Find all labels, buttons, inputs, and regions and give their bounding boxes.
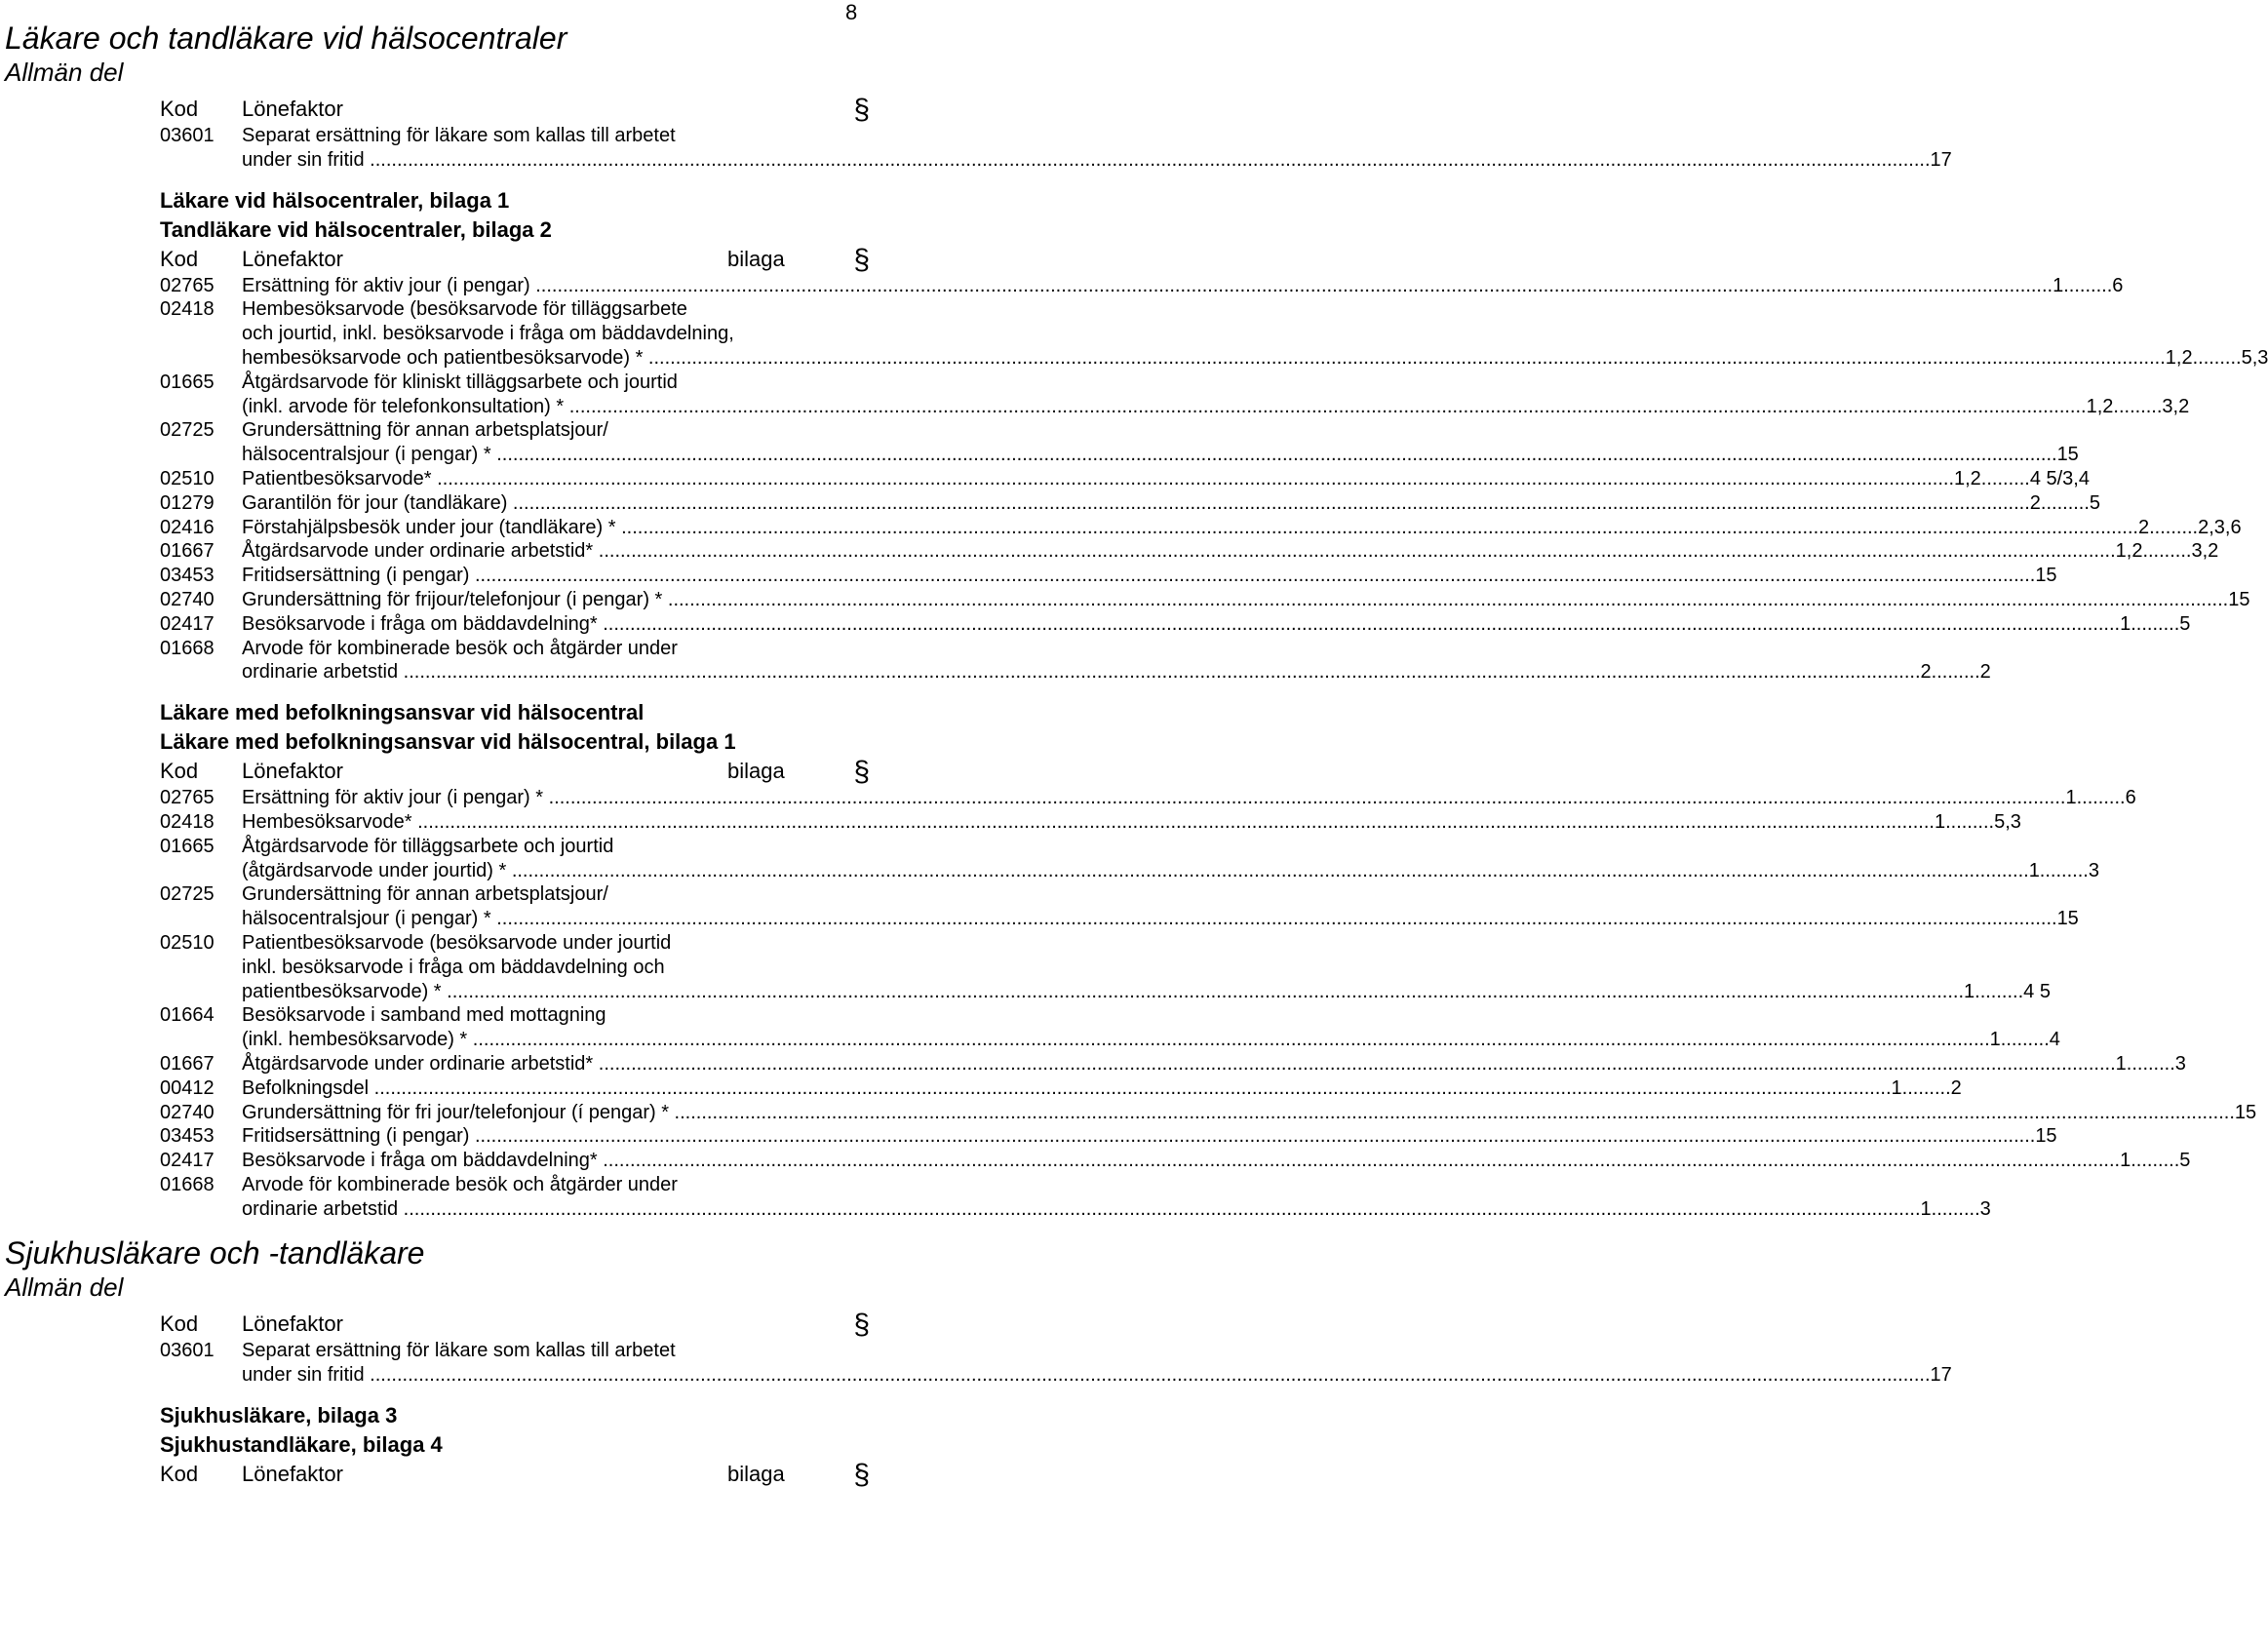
dot-leader-text: (åtgärdsarvode under jourtid) * ..... [242, 859, 2029, 883]
factor-code: 03601 [160, 1340, 215, 1362]
bilaga-ref: 1. [2120, 612, 2136, 635]
dot-leader: ........ [1887, 148, 1931, 171]
paragraph-ref: 5 [2179, 612, 2191, 635]
factor-code: 02416 [160, 516, 215, 538]
bilaga-ref: 1. [2053, 274, 2069, 296]
factor-code: 02740 [160, 588, 215, 610]
group-heading: Sjukhustandläkare, bilaga 4 [160, 1432, 443, 1458]
factor-entry [160, 931, 2051, 1003]
paragraph-ref: 15 [2056, 444, 2079, 466]
description-last-line [242, 1363, 1952, 1388]
column-header [160, 756, 872, 789]
paragraph-ref: 3,2 [2191, 540, 2219, 563]
description-last-line [242, 274, 2123, 298]
factor-description [242, 1149, 2190, 1173]
dot-leader: ........ [1936, 661, 1980, 684]
dot-leader-text: under sin fritid ..... [242, 1363, 1887, 1388]
factor-entry [160, 810, 2021, 835]
paragraph-ref: 15 [2234, 1101, 2257, 1123]
description-line: Patientbesöksarvode (besöksarvode under jourtid [242, 931, 672, 954]
factor-code: 02765 [160, 787, 215, 809]
section-symbol: § [853, 756, 870, 789]
paragraph-ref: 3 [2088, 859, 2099, 881]
description-last-line [242, 1197, 1991, 1222]
column-header [160, 1309, 872, 1342]
factor-code: 02765 [160, 274, 215, 296]
paragraph-ref: 5,3 [2241, 346, 2268, 369]
paragraph-ref: 5,3 [1994, 810, 2021, 833]
dot-leader: ........ [1936, 1197, 1980, 1220]
factor-description [242, 491, 2100, 516]
factor-description [242, 1173, 1991, 1222]
section-title: Läkare och tandläkare vid hälsocentraler [5, 20, 567, 56]
dot-leader-text: Ersättning för aktiv jour (i pengar) * ..... [242, 786, 2065, 810]
dot-leader: ........ [2131, 1052, 2175, 1075]
bilaga-ref: 1. [1891, 1076, 1908, 1099]
dot-leader: ........ [2135, 612, 2180, 635]
dot-leader-text: hembesöksarvode och patientbesöksarvode) * ..... [242, 346, 2166, 371]
document-section [0, 1234, 1952, 1492]
section-symbol: § [853, 243, 870, 276]
description-last-line [242, 859, 2099, 883]
paragraph-ref: 15 [2035, 1125, 2057, 1148]
dot-leader: ........ [1950, 810, 1995, 833]
factor-entry [160, 467, 2090, 491]
dot-leader: ........ [2046, 491, 2090, 514]
factor-entry [160, 786, 2136, 810]
dot-leader: ........ [2198, 346, 2242, 369]
factor-description [242, 835, 2099, 883]
factor-entry [160, 418, 2079, 467]
factor-description [242, 371, 2189, 419]
factor-entry [160, 274, 2124, 298]
section-title: Sjukhusläkare och -tandläkare [5, 1235, 425, 1271]
description-last-line [242, 1052, 2186, 1076]
dot-leader-text: Patientbesöksarvode* ..... [242, 467, 1954, 491]
bilaga-ref: 1. [1934, 810, 1951, 833]
dot-leader: ........ [1887, 1364, 1931, 1387]
dot-leader: ........ [1991, 1125, 2036, 1148]
dot-leader-text: ordinarie arbetstid ..... [242, 660, 1921, 685]
paragraph-ref: 3 [1979, 1197, 1991, 1220]
factor-code: 00412 [160, 1076, 215, 1099]
dot-leader: ........ [1986, 467, 2030, 489]
dot-leader-text: Åtgärdsarvode under ordinarie arbetstid* ..... [242, 539, 2116, 564]
factor-entry [160, 1076, 1962, 1101]
bilaga-ref: 1,2. [1954, 467, 1987, 489]
paragraph-ref: 5 [2179, 1150, 2191, 1172]
factor-description [242, 1339, 1952, 1388]
factor-entry [160, 124, 1952, 173]
factor-description [242, 931, 2051, 1003]
column-lonefaktor: Lönefaktor [242, 97, 343, 121]
description-line: Åtgärdsarvode för kliniskt tilläggsarbete och jourtid [242, 371, 678, 393]
dot-leader: ........ [1991, 565, 2036, 587]
bilaga-ref: 1. [2065, 787, 2083, 809]
section-symbol: § [853, 94, 870, 126]
factor-entry [160, 539, 2219, 564]
factor-description [242, 418, 2079, 467]
bilaga-ref: 1,2. [2165, 346, 2199, 369]
paragraph-ref: 17 [1930, 148, 1952, 171]
description-line: Arvode för kombinerade besök och åtgärder under [242, 637, 678, 659]
bilaga-ref: 1. [1920, 1197, 1937, 1220]
group-heading: Sjukhusläkare, bilaga 3 [160, 1403, 398, 1428]
factor-code: 02725 [160, 419, 215, 442]
bilaga-ref: 2. [2029, 491, 2047, 514]
page-number: 8 [845, 0, 858, 24]
factor-entry [160, 612, 2191, 637]
description-last-line [242, 810, 2021, 835]
factor-code: 02510 [160, 931, 215, 954]
factor-code: 02510 [160, 467, 215, 489]
column-bilaga: bilaga [727, 246, 785, 271]
dot-leader-text: Besöksarvode i fråga om bäddavdelning* ..... [242, 1149, 2120, 1173]
column-lonefaktor: Lönefaktor [242, 1462, 343, 1487]
factor-code: 03453 [160, 1125, 215, 1148]
column-kod: Kod [160, 1311, 199, 1337]
factor-description [242, 564, 2057, 588]
group-heading: Läkare med befolkningsansvar vid hälsocentral [160, 700, 645, 725]
factor-code: 02740 [160, 1101, 215, 1123]
factor-entry [160, 516, 2242, 540]
factor-code: 01665 [160, 371, 215, 393]
paragraph-ref: 6 [2112, 274, 2124, 296]
dot-leader-text: Hembesöksarvode* ..... [242, 810, 1935, 835]
description-last-line [242, 1124, 2057, 1149]
paragraph-ref: 3,2 [2162, 395, 2190, 417]
factor-entry [160, 1339, 1952, 1388]
factor-entry [160, 1052, 2186, 1076]
dot-leader: ........ [2014, 444, 2057, 466]
description-last-line [242, 148, 1952, 173]
dot-leader-text: (inkl. hembesöksarvode) * ..... [242, 1028, 1990, 1052]
description-line: inkl. besöksarvode i fråga om bäddavdelning och [242, 956, 665, 978]
factor-description [242, 1101, 2256, 1125]
group-heading: Läkare med befolkningsansvar vid hälsocentral, bilaga 1 [160, 729, 736, 755]
factor-code: 01279 [160, 491, 215, 514]
dot-leader-text: hälsocentralsjour (i pengar) * ..... [242, 443, 2014, 467]
factor-description [242, 516, 2242, 540]
bilaga-ref: 1. [2115, 1052, 2132, 1075]
factor-code: 02418 [160, 298, 215, 321]
bilaga-ref: 1. [2120, 1150, 2136, 1172]
factor-code: 01664 [160, 1004, 215, 1027]
dot-leader: ........ [2191, 1101, 2235, 1123]
paragraph-ref: 5 [2089, 491, 2101, 514]
dot-leader-text: Fritidsersättning (i pengar) ..... [242, 1124, 1992, 1149]
section-symbol: § [853, 1459, 870, 1492]
factor-entry [160, 371, 2190, 419]
dot-leader: ........ [2045, 859, 2089, 881]
description-last-line [242, 907, 2079, 931]
description-line: Arvode för kombinerade besök och åtgärder under [242, 1173, 678, 1195]
dot-leader: ........ [2014, 908, 2057, 930]
paragraph-ref: 2,3,6 [2198, 516, 2242, 538]
paragraph-ref: 17 [1930, 1364, 1952, 1387]
column-header [160, 245, 872, 274]
description-line: Hembesöksarvode (besöksarvode för tilläggsarbete [242, 298, 687, 321]
dot-leader-text: Ersättning för aktiv jour (i pengar) ..... [242, 274, 2053, 298]
factor-code: 02417 [160, 612, 215, 635]
column-bilaga: bilaga [727, 759, 785, 784]
dot-leader: ........ [2184, 588, 2229, 610]
description-line: Grundersättning för annan arbetsplatsjour/ [242, 883, 608, 906]
dot-leader: ........ [2068, 274, 2113, 296]
dot-leader-text: Garantilön för jour (tandläkare) ..... [242, 491, 2030, 516]
factor-entry [160, 564, 2057, 588]
bilaga-ref: 1. [2028, 859, 2046, 881]
group-heading: Läkare vid hälsocentraler, bilaga 1 [160, 187, 510, 213]
factor-entry [160, 1101, 2257, 1125]
description-last-line [242, 588, 2249, 612]
dot-leader-text: ordinarie arbetstid ..... [242, 1197, 1921, 1222]
factor-code: 02418 [160, 810, 215, 833]
paragraph-ref: 3 [2174, 1052, 2186, 1075]
dot-leader-text: patientbesöksarvode) * ..... [242, 980, 1964, 1004]
description-last-line [242, 1101, 2256, 1125]
bilaga-ref: 1. [1989, 1029, 2007, 1051]
description-last-line [242, 539, 2218, 564]
dot-leader-text: Befolkningsdel ..... [242, 1076, 1892, 1101]
factor-code: 03601 [160, 125, 215, 146]
column-kod: Kod [160, 246, 199, 271]
column-header [160, 1459, 872, 1492]
dot-leader: ........ [1979, 980, 2024, 1002]
paragraph-ref: 15 [2056, 908, 2079, 930]
dot-leader: ........ [2118, 395, 2163, 417]
description-last-line [242, 660, 1991, 685]
column-header [160, 95, 872, 124]
dot-leader: ........ [2006, 1029, 2050, 1051]
section-symbol: § [853, 1309, 870, 1342]
paragraph-ref: 2 [1950, 1076, 1962, 1099]
description-line: Besöksarvode i samband med mottagning [242, 1004, 606, 1027]
factor-entry [160, 1173, 1991, 1222]
bilaga-ref: 1. [1964, 980, 1980, 1002]
column-lonefaktor: Lönefaktor [242, 246, 343, 271]
factor-code: 02725 [160, 883, 215, 906]
description-last-line [242, 980, 2051, 1004]
description-last-line [242, 491, 2100, 516]
dot-leader-text: (inkl. arvode för telefonkonsultation) * ..... [242, 395, 2087, 419]
dot-leader-text: Åtgärdsarvode under ordinarie arbetstid* ..... [242, 1052, 2116, 1076]
dot-leader-text: Grundersättning för fri jour/telefonjour (í pengar) * ..... [242, 1101, 2191, 1125]
factor-description [242, 124, 1952, 173]
factor-group [160, 94, 1952, 173]
factor-entry [160, 1124, 2057, 1149]
bilaga-ref: 1,2. [2115, 540, 2148, 563]
factor-description [242, 274, 2123, 298]
description-line: och jourtid, inkl. besöksarvode i fråga om bäddavdelning, [242, 323, 734, 345]
column-kod: Kod [160, 759, 199, 784]
factor-group [160, 1309, 1952, 1388]
section-subtitle: Allmän del [5, 1272, 124, 1303]
description-last-line [242, 467, 2090, 491]
factor-description [242, 1124, 2057, 1149]
factor-description [242, 882, 2079, 931]
factor-code: 01667 [160, 540, 215, 563]
dot-leader-text: Grundersättning för frijour/telefonjour (i pengar) * ..... [242, 588, 2185, 612]
factor-entry [160, 637, 1991, 685]
description-last-line [242, 612, 2190, 637]
factor-entry [160, 835, 2099, 883]
bilaga-ref: 2. [2137, 516, 2155, 538]
dot-leader: ........ [2154, 516, 2199, 538]
column-bilaga: bilaga [727, 1462, 785, 1487]
section-subtitle: Allmän del [5, 58, 124, 87]
description-line: Åtgärdsarvode för tilläggsarbete och jourtid [242, 835, 614, 857]
factor-code: 01668 [160, 1173, 215, 1195]
description-last-line [242, 1028, 2060, 1052]
factor-entry [160, 588, 2250, 612]
factor-entry [160, 882, 2079, 931]
description-last-line [242, 1076, 1962, 1101]
factor-code: 01665 [160, 835, 215, 857]
factor-description [242, 637, 1991, 685]
factor-description [242, 539, 2218, 564]
factor-description [242, 786, 2136, 810]
factor-code: 01667 [160, 1052, 215, 1075]
factor-entry [160, 1003, 2060, 1052]
dot-leader: ........ [2135, 1150, 2180, 1172]
dot-leader-text: hälsocentralsjour (i pengar) * ..... [242, 907, 2014, 931]
factor-group [160, 698, 2257, 1221]
factor-description [242, 1003, 2060, 1052]
description-line: Grundersättning för annan arbetsplatsjour/ [242, 419, 608, 442]
column-kod: Kod [160, 97, 199, 121]
bilaga-ref: 1,2. [2086, 395, 2119, 417]
dot-leader: ........ [2082, 787, 2126, 809]
column-kod: Kod [160, 1462, 199, 1487]
dot-leader: ........ [1907, 1076, 1951, 1099]
bilaga-ref: 2. [1920, 661, 1937, 684]
paragraph-ref: 15 [2228, 588, 2250, 610]
factor-description [242, 467, 2090, 491]
column-lonefaktor: Lönefaktor [242, 759, 343, 784]
description-last-line [242, 516, 2242, 540]
dot-leader: ........ [2148, 540, 2192, 563]
factor-code: 02417 [160, 1150, 215, 1172]
description-line: Separat ersättning för läkare som kallas till arbetet [242, 1340, 676, 1362]
factor-description [242, 810, 2021, 835]
paragraph-ref: 4 5/3,4 [2029, 467, 2090, 489]
description-last-line [242, 346, 2268, 371]
factor-code: 03453 [160, 565, 215, 587]
factor-description [242, 1052, 2186, 1076]
document-section [0, 20, 2268, 1221]
dot-leader-text: under sin fritid ..... [242, 148, 1887, 173]
description-last-line [242, 443, 2079, 467]
factor-description [242, 297, 2268, 370]
paragraph-ref: 4 5 [2023, 980, 2051, 1002]
column-lonefaktor: Lönefaktor [242, 1311, 343, 1337]
factor-code: 01668 [160, 637, 215, 659]
paragraph-ref: 2 [1979, 661, 1991, 684]
factor-description [242, 1076, 1962, 1101]
factor-group [160, 186, 2268, 685]
factor-entry [160, 297, 2268, 370]
description-line: Separat ersättning för läkare som kallas till arbetet [242, 125, 676, 146]
dot-leader-text: Fritidsersättning (i pengar) ..... [242, 564, 1992, 588]
description-last-line [242, 1149, 2190, 1173]
dot-leader-text: Besöksarvode i fråga om bäddavdelning* ..... [242, 612, 2120, 637]
paragraph-ref: 15 [2035, 565, 2057, 587]
dot-leader-text: Förstahjälpsbesök under jour (tandläkare) * ..... [242, 516, 2138, 540]
paragraph-ref: 4 [2049, 1029, 2060, 1051]
factor-entry [160, 491, 2101, 516]
factor-description [242, 612, 2190, 637]
description-last-line [242, 395, 2189, 419]
factor-description [242, 588, 2249, 612]
description-last-line [242, 564, 2057, 588]
group-heading: Tandläkare vid hälsocentraler, bilaga 2 [160, 216, 552, 242]
paragraph-ref: 6 [2125, 787, 2136, 809]
factor-entry [160, 1149, 2191, 1173]
factor-group [160, 1401, 872, 1492]
description-last-line [242, 786, 2136, 810]
